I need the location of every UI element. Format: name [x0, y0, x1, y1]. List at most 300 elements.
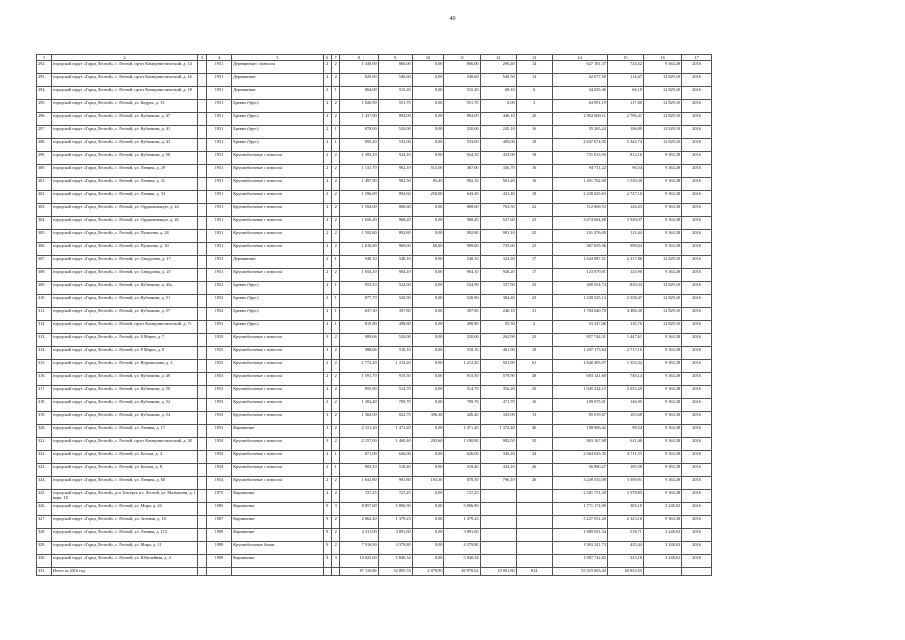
cell-residents: 23	[516, 282, 552, 295]
cell-row-num: 305.	[37, 230, 52, 243]
cell-wall-material: Кирпичные	[232, 490, 323, 503]
cell-wall-material: Деревянные	[232, 256, 323, 269]
cell-year: 4	[206, 55, 231, 61]
cell-year: 1985	[206, 503, 231, 516]
cell-max-cost-per-sqm: 9 363,38	[643, 490, 681, 503]
cell-nonresidential-area: 60,00	[412, 243, 444, 256]
cell-row-num: 294.	[37, 87, 52, 100]
cell-row-num: 309.	[37, 282, 52, 295]
cell-address: городской округ «Город Лесной», г. Лесной, ул. Кубзикова, д. 51	[51, 295, 197, 308]
cell-entrances	[332, 568, 340, 576]
cell-living-area-residential: 498,80	[444, 321, 480, 334]
cell-year: 1951	[206, 152, 231, 165]
cell-max-cost-per-sqm: 9 363,38	[643, 243, 681, 256]
cell-col-3	[198, 61, 206, 74]
cell-year: 1951	[206, 204, 231, 217]
cell-living-area-residential: 904,10	[444, 269, 480, 282]
cell-year: 1953	[206, 399, 231, 412]
cell-cost-per-sqm: 103,68	[607, 412, 643, 425]
cell-residents: 23	[516, 295, 552, 308]
cell-entrances: 1	[332, 126, 340, 139]
cell-nonresidential-area: 83,40	[412, 178, 444, 191]
cell-floors: 2	[323, 243, 331, 256]
cell-planned-year: 2016	[682, 542, 712, 555]
cell-nonresidential-area: 0,00	[412, 230, 444, 243]
cell-residents: 18	[516, 139, 552, 152]
cell-residents: 26	[516, 477, 552, 490]
cell-planned-year: 2016	[682, 386, 712, 399]
cell-nonresidential-area: 0,00	[412, 74, 444, 87]
cell-common-area: 290,40	[480, 61, 516, 74]
cell-col-3	[198, 74, 206, 87]
cell-address: городской округ «Город Лесной», г. Лесной, ул. Кубзикова, д. 52	[51, 399, 197, 412]
cell-cost-per-sqm: 2 727,10	[607, 191, 643, 204]
table-row	[37, 464, 712, 477]
cell-cost-per-sqm: 998,04	[607, 243, 643, 256]
cell-planned-year: 2016	[682, 113, 712, 126]
cell-address: городской округ «Город Лесной», г. Лесной, ул. Юбилейная, д. 4	[51, 555, 197, 568]
cell-max-cost-per-sqm: 9 363,38	[643, 347, 681, 360]
cell-entrances: 2	[332, 373, 340, 386]
cell-year: 1954	[206, 438, 231, 451]
cell-repair-cost: 967 655,96	[552, 243, 607, 256]
cell-planned-year: 2016	[682, 61, 712, 74]
cell-entrances: 2	[332, 490, 340, 503]
cell-address: городской округ «Город Лесной», г. Лесной, ул. Кубзикова, д. 48	[51, 373, 197, 386]
table-row	[37, 516, 712, 529]
cell-planned-year: 2016	[682, 490, 712, 503]
cell-nonresidential-area: 0,00	[412, 282, 444, 295]
cell-common-area: 0,00	[480, 100, 516, 113]
cell-floors: 2	[323, 217, 331, 230]
cell-cost-per-sqm: 3 920,07	[607, 217, 643, 230]
cell-max-cost-per-sqm: 9 363,38	[643, 230, 681, 243]
cell-residents: 22	[516, 204, 552, 217]
cell-row-num: 320.	[37, 425, 52, 438]
cell-address: городской округ «Город Лесной», г. Лесной, пр-кт Коммунистический, д. 18	[51, 87, 197, 100]
table-row	[37, 490, 712, 503]
cell-max-cost-per-sqm: 9 363,38	[643, 477, 681, 490]
cell-year: 1951	[206, 61, 231, 74]
cell-nonresidential-area: 0,00	[412, 555, 444, 568]
cell-row-num: 330.	[37, 555, 52, 568]
cell-total-area: 864,00	[340, 87, 378, 100]
table-row	[37, 282, 712, 295]
cell-address: городской округ «Город Лесной», г. Лесной, ул. Ленина, д. 31	[51, 178, 197, 191]
cell-wall-material: Крупноблочные с износом	[232, 347, 323, 360]
cell-max-cost-per-sqm: 16	[643, 55, 681, 61]
cell-wall-material: Бревно (брус)	[232, 321, 323, 334]
cell-cost-per-sqm: 15	[607, 55, 643, 61]
cell-repair-cost: 198 906,42	[552, 425, 607, 438]
cell-max-cost-per-sqm: 12 829,10	[643, 100, 681, 113]
cell-year: 1951	[206, 217, 231, 230]
cell-living-area: 52 895,53	[378, 568, 412, 576]
cell-wall-material: Деревянные с износом	[232, 61, 323, 74]
cell-entrances: 2	[332, 243, 340, 256]
cell-residents: 16	[516, 165, 552, 178]
table-row	[37, 347, 712, 360]
cell-living-area-residential: 520,00	[444, 334, 480, 347]
cell-residents: 20	[516, 386, 552, 399]
cell-entrances: 2	[332, 178, 340, 191]
cell-address: городской округ «Город Лесной», г. Лесной, ул. Кубзикова, д. 50	[51, 386, 197, 399]
cell-address: городской округ «Город Лесной», г. Лесной, ул. Свердлова, д. 25	[51, 269, 197, 282]
cell-repair-cost: 1 634 087,51	[552, 256, 607, 269]
cell-planned-year: 2016	[682, 438, 712, 451]
cell-year: 1952	[206, 295, 231, 308]
cell-entrances: 2	[332, 399, 340, 412]
cell-total-area: 1 594,00	[340, 204, 378, 217]
cell-max-cost-per-sqm: 9 363,38	[643, 334, 681, 347]
cell-planned-year: 2016	[682, 464, 712, 477]
cell-wall-material: Крупноблочные с износом	[232, 243, 323, 256]
cell-living-area-residential: 548,10	[444, 256, 480, 269]
cell-wall-material: Крупноблочные с износом	[232, 191, 323, 204]
cell-max-cost-per-sqm: 9 363,38	[643, 178, 681, 191]
cell-repair-cost: 627 181,37	[552, 61, 607, 74]
cell-floors: 3	[323, 334, 331, 347]
table-row	[37, 230, 712, 243]
cell-floors: 2	[323, 269, 331, 282]
cell-living-area-residential: 982,10	[444, 178, 480, 191]
cell-living-area: 904,10	[378, 269, 412, 282]
cell-total-area: 895,20	[340, 139, 378, 152]
cell-entrances: 1	[332, 139, 340, 152]
cell-common-area: 431,40	[480, 191, 516, 204]
cell-entrances: 2	[332, 347, 340, 360]
cell-living-area: 4 379,80	[378, 542, 412, 555]
cell-max-cost-per-sqm: 9 363,38	[643, 360, 681, 373]
cell-year: 1951	[206, 256, 231, 269]
cell-residents: 23	[516, 217, 552, 230]
cell-floors: 2	[323, 373, 331, 386]
cell-living-area: 533,00	[378, 139, 412, 152]
cell-wall-material: Бревно (брус)	[232, 295, 323, 308]
cell-living-area-residential: 5 806,90	[444, 503, 480, 516]
cell-address: городской округ «Город Лесной», г. Лесной, ул. Кубзикова, д. 54	[51, 412, 197, 425]
cell-planned-year: 2016	[682, 269, 712, 282]
cell-address: городской округ «Город Лесной», г. Лесной, ул. Мира, д. 44	[51, 503, 197, 516]
cell-total-area: 909,66	[340, 334, 378, 347]
cell-repair-cost: 94 711,22	[552, 165, 607, 178]
cell-floors: 2	[323, 113, 331, 126]
cell-address: городской округ «Город Лесной», г. Лесной, ул. Кубзикова, д. 57	[51, 308, 197, 321]
cell-cost-per-sqm: 518,71	[607, 529, 643, 542]
cell-living-area: 968,20	[378, 217, 412, 230]
cell-floors: 2	[323, 295, 331, 308]
cell-wall-material: Крупноблочные с износом	[232, 477, 323, 490]
cell-year: 1953	[206, 386, 231, 399]
cell-cost-per-sqm: 839,33	[607, 282, 643, 295]
cell-repair-cost: 3 249 535,08	[552, 477, 607, 490]
cell-wall-material: Крупноблочные с износом	[232, 178, 323, 191]
cell-col-3	[198, 529, 206, 542]
cell-entrances: 3	[332, 503, 340, 516]
cell-max-cost-per-sqm: 9 363,38	[643, 451, 681, 464]
cell-nonresidential-area: 250,00	[412, 191, 444, 204]
cell-address: городской округ «Город Лесной», г. Лесной, ул. Пушкина, д. 28	[51, 230, 197, 243]
cell-living-area-residential: 546,60	[444, 74, 480, 87]
cell-nonresidential-area: 0,00	[412, 425, 444, 438]
cell-col-3	[198, 87, 206, 100]
cell-row-num: 300.	[37, 165, 52, 178]
cell-entrances: 1	[332, 295, 340, 308]
cell-total-area: 1 610,60	[340, 243, 378, 256]
cell-nonresidential-area: 0,00	[412, 269, 444, 282]
cell-year: 1951	[206, 139, 231, 152]
cell-repair-cost: 64 991,19	[552, 100, 607, 113]
table-row	[37, 191, 712, 204]
cell-row-num: 329.	[37, 542, 52, 555]
table-row	[37, 269, 712, 282]
cell-living-area-residential: 1 180,80	[444, 438, 480, 451]
cell-cost-per-sqm: 106,09	[607, 126, 643, 139]
cell-total-area: 8 857,60	[340, 503, 378, 516]
cell-living-area: 5 806,90	[378, 503, 412, 516]
cell-col-3	[198, 568, 206, 576]
cell-col-3	[198, 295, 206, 308]
cell-row-num: 328.	[37, 529, 52, 542]
cell-total-area: 819,80	[340, 321, 378, 334]
cell-year: 1953	[206, 425, 231, 438]
cell-entrances: 2	[332, 74, 340, 87]
table-row	[37, 204, 712, 217]
table-row	[37, 529, 712, 542]
cell-total-area: 1 772,20	[340, 360, 378, 373]
cell-repair-cost: 1 903 241,73	[552, 542, 607, 555]
cell-planned-year: 2016	[682, 87, 712, 100]
cell-common-area: 591,20	[480, 178, 516, 191]
cell-common-area: 433,00	[480, 152, 516, 165]
cell-nonresidential-area: 0,00	[412, 204, 444, 217]
cell-planned-year: 2016	[682, 139, 712, 152]
cell-wall-material: Крупноблочные с износом	[232, 386, 323, 399]
cell-living-area-residential: 520,90	[444, 295, 480, 308]
cell-cost-per-sqm: 4 711,53	[607, 451, 643, 464]
cell-col-3	[198, 516, 206, 529]
cell-total-area: 8	[340, 55, 378, 61]
cell-nonresidential-area: 0,00	[412, 399, 444, 412]
cell-common-area: 245,10	[480, 126, 516, 139]
cell-wall-material: Крупноблочные с износом	[232, 204, 323, 217]
table-row	[37, 477, 712, 490]
cell-total-area: 940,10	[340, 256, 378, 269]
cell-repair-cost: 55 319 063,44	[552, 568, 607, 576]
cell-entrances: 1	[332, 256, 340, 269]
cell-year: 1953	[206, 360, 231, 373]
cell-max-cost-per-sqm: 9 363,38	[643, 464, 681, 477]
cell-floors: 2	[323, 321, 331, 334]
cell-col-3	[198, 230, 206, 243]
cell-planned-year: 2016	[682, 503, 712, 516]
cell-row-num: 307.	[37, 256, 52, 269]
cell-col-3	[198, 477, 206, 490]
cell-residents: 13	[516, 55, 552, 61]
cell-repair-cost: 2 847 674,05	[552, 139, 607, 152]
cell-repair-cost: 957 744,31	[552, 334, 607, 347]
cell-col-3: 3	[198, 55, 206, 61]
cell-planned-year: 2016	[682, 334, 712, 347]
table-row	[37, 308, 712, 321]
cell-repair-cost: 1 407 173,64	[552, 347, 607, 360]
cell-planned-year: 2016	[682, 321, 712, 334]
cell-entrances: 2	[332, 542, 340, 555]
cell-total-area: 1 641,80	[340, 477, 378, 490]
cell-address: городской округ «Город Лесной», г. Лесной, ул. Свердлова, д. 17	[51, 256, 197, 269]
cell-common-area	[480, 555, 516, 568]
cell-planned-year	[682, 568, 712, 576]
cell-living-area: 868,60	[378, 204, 412, 217]
cell-repair-cost: 62 677,58	[552, 74, 607, 87]
cell-planned-year: 2016	[682, 100, 712, 113]
cell-address: городской округ «Город Лесной», г. Лесной, пр-кт Коммунистический, д. 38	[51, 438, 197, 451]
cell-total-area: 877,70	[340, 295, 378, 308]
table-row	[37, 87, 712, 100]
table-row	[37, 256, 712, 269]
cell-cost-per-sqm: 126,03	[607, 204, 643, 217]
cell-entrances: 1	[332, 282, 340, 295]
cell-repair-cost: 3 674 664,68	[552, 217, 607, 230]
cell-common-area: 409,00	[480, 139, 516, 152]
cell-row-num: 304.	[37, 217, 52, 230]
cell-year: 1987	[206, 516, 231, 529]
cell-total-area: 903,10	[340, 464, 378, 477]
cell-col-3	[198, 373, 206, 386]
cell-entrances: 2	[332, 412, 340, 425]
cell-entrances: 2	[332, 61, 340, 74]
cell-row-num: 295.	[37, 100, 52, 113]
cell-residents	[516, 542, 552, 555]
cell-living-area-residential: 727,25	[444, 490, 480, 503]
cell-address: городской округ «Город Лесной», г. Лесной, ул. Орджоникидзе, д. 26	[51, 217, 197, 230]
cell-planned-year: 2016	[682, 412, 712, 425]
cell-wall-material: Крупноблочные с износом	[232, 438, 323, 451]
cell-row-num: 319.	[37, 412, 52, 425]
cell-total-area: 988,66	[340, 347, 378, 360]
cell-common-area: 246,10	[480, 308, 516, 321]
cell-row-num: 299.	[37, 152, 52, 165]
cell-planned-year: 2016	[682, 555, 712, 568]
cell-address: городской округ «Город Лесной», г. Лесной, ул. Кубзикова, д. 58	[51, 152, 197, 165]
cell-living-area-residential: 11	[444, 55, 480, 61]
cell-planned-year: 2016	[682, 451, 712, 464]
cell-total-area: 1 654,10	[340, 269, 378, 282]
cell-cost-per-sqm: 96,54	[607, 165, 643, 178]
cell-address: городской округ «Город Лесной», г. Лесной, ул. Орджоникидзе, д. 24	[51, 204, 197, 217]
cell-living-area-residential: 709,70	[444, 399, 480, 412]
cell-row-num: 292.	[37, 61, 52, 74]
cell-year: 1953	[206, 334, 231, 347]
cell-planned-year: 2016	[682, 152, 712, 165]
cell-living-area: 1 379,23	[378, 516, 412, 529]
cell-common-area: 432,10	[480, 464, 516, 477]
cell-max-cost-per-sqm: 9 363,38	[643, 204, 681, 217]
cell-planned-year: 2016	[682, 204, 712, 217]
cell-total-area: 7 916,90	[340, 542, 378, 555]
cell-max-cost-per-sqm: 9 363,38	[643, 165, 681, 178]
cell-floors: 2	[323, 61, 331, 74]
cell-total-area: 1 437,90	[340, 113, 378, 126]
cell-col-3	[198, 113, 206, 126]
cell-living-area-residential: 520,00	[444, 126, 480, 139]
cell-common-area	[480, 490, 516, 503]
cell-common-area: 446,10	[480, 113, 516, 126]
cell-nonresidential-area: 0,00	[412, 113, 444, 126]
cell-year: 1951	[206, 87, 231, 100]
cell-col-3	[198, 152, 206, 165]
cell-repair-cost: 2 581 751,30	[552, 490, 607, 503]
cell-row-num: 301.	[37, 178, 52, 191]
cell-floors: 2	[323, 74, 331, 87]
cell-nonresidential-area: 283,60	[412, 438, 444, 451]
cell-nonresidential-area: 396,30	[412, 412, 444, 425]
cell-repair-cost: 1 228 525,14	[552, 295, 607, 308]
cell-nonresidential-area: 0,00	[412, 87, 444, 100]
cell-common-area: 527,60	[480, 217, 516, 230]
cell-wall-material: Крупноблочные с износом	[232, 165, 323, 178]
cell-nonresidential-area: 0,00	[412, 139, 444, 152]
cell-living-area-residential: 894,00	[444, 113, 480, 126]
cell-col-3	[198, 308, 206, 321]
cell-residents: 16	[516, 178, 552, 191]
cell-wall-material: Кирпичные	[232, 503, 323, 516]
cell-common-area: 384,40	[480, 295, 516, 308]
cell-repair-cost: 112 669,53	[552, 204, 607, 217]
cell-year: 1951	[206, 269, 231, 282]
cell-common-area: 337,90	[480, 282, 516, 295]
cell-floors: 3	[323, 425, 331, 438]
cell-row-num: 306.	[37, 243, 52, 256]
cell-year: 1989	[206, 529, 231, 542]
cell-row-num: 308.	[37, 269, 52, 282]
cell-address: городской округ «Город Лесной», г. Лесной, ул. Белова, д. 4	[51, 451, 197, 464]
cell-living-area-residential: 49 978,62	[444, 568, 480, 576]
cell-nonresidential-area: 0,00	[412, 126, 444, 139]
table-row	[37, 386, 712, 399]
cell-max-cost-per-sqm: 9 363,38	[643, 412, 681, 425]
cell-repair-cost: 109 675,01	[552, 399, 607, 412]
cell-living-area: 520,90	[378, 295, 412, 308]
cell-year: 1975	[206, 490, 231, 503]
cell-nonresidential-area: 0,00	[412, 464, 444, 477]
cell-wall-material: Кирпичные	[232, 516, 323, 529]
cell-entrances: 2	[332, 100, 340, 113]
cell-row-num: 293.	[37, 74, 52, 87]
cell-col-3	[198, 139, 206, 152]
cell-year: 1952	[206, 282, 231, 295]
cell-floors: 2	[323, 87, 331, 100]
cell-floors: 9	[323, 555, 331, 568]
cell-max-cost-per-sqm: 12 829,10	[643, 74, 681, 87]
cell-row-num: 316.	[37, 373, 52, 386]
cell-max-cost-per-sqm: 9 363,38	[643, 516, 681, 529]
cell-entrances: 2	[332, 152, 340, 165]
cell-residents: 20	[516, 113, 552, 126]
cell-living-area: 1 212,20	[378, 360, 412, 373]
cell-living-area-residential: 426,40	[444, 412, 480, 425]
cell-residents: 18	[516, 347, 552, 360]
cell-nonresidential-area: 0,00	[412, 152, 444, 165]
cell-wall-material: Крупноблочные с износом	[232, 334, 323, 347]
cell-common-area: 796,10	[480, 477, 516, 490]
cell-repair-cost: 1 640 495,07	[552, 360, 607, 373]
cell-total-area: 1 656,20	[340, 217, 378, 230]
cell-living-area: 520,00	[378, 126, 412, 139]
table-row	[37, 217, 712, 230]
cell-max-cost-per-sqm: 12 829,10	[643, 321, 681, 334]
cell-planned-year: 2016	[682, 516, 712, 529]
